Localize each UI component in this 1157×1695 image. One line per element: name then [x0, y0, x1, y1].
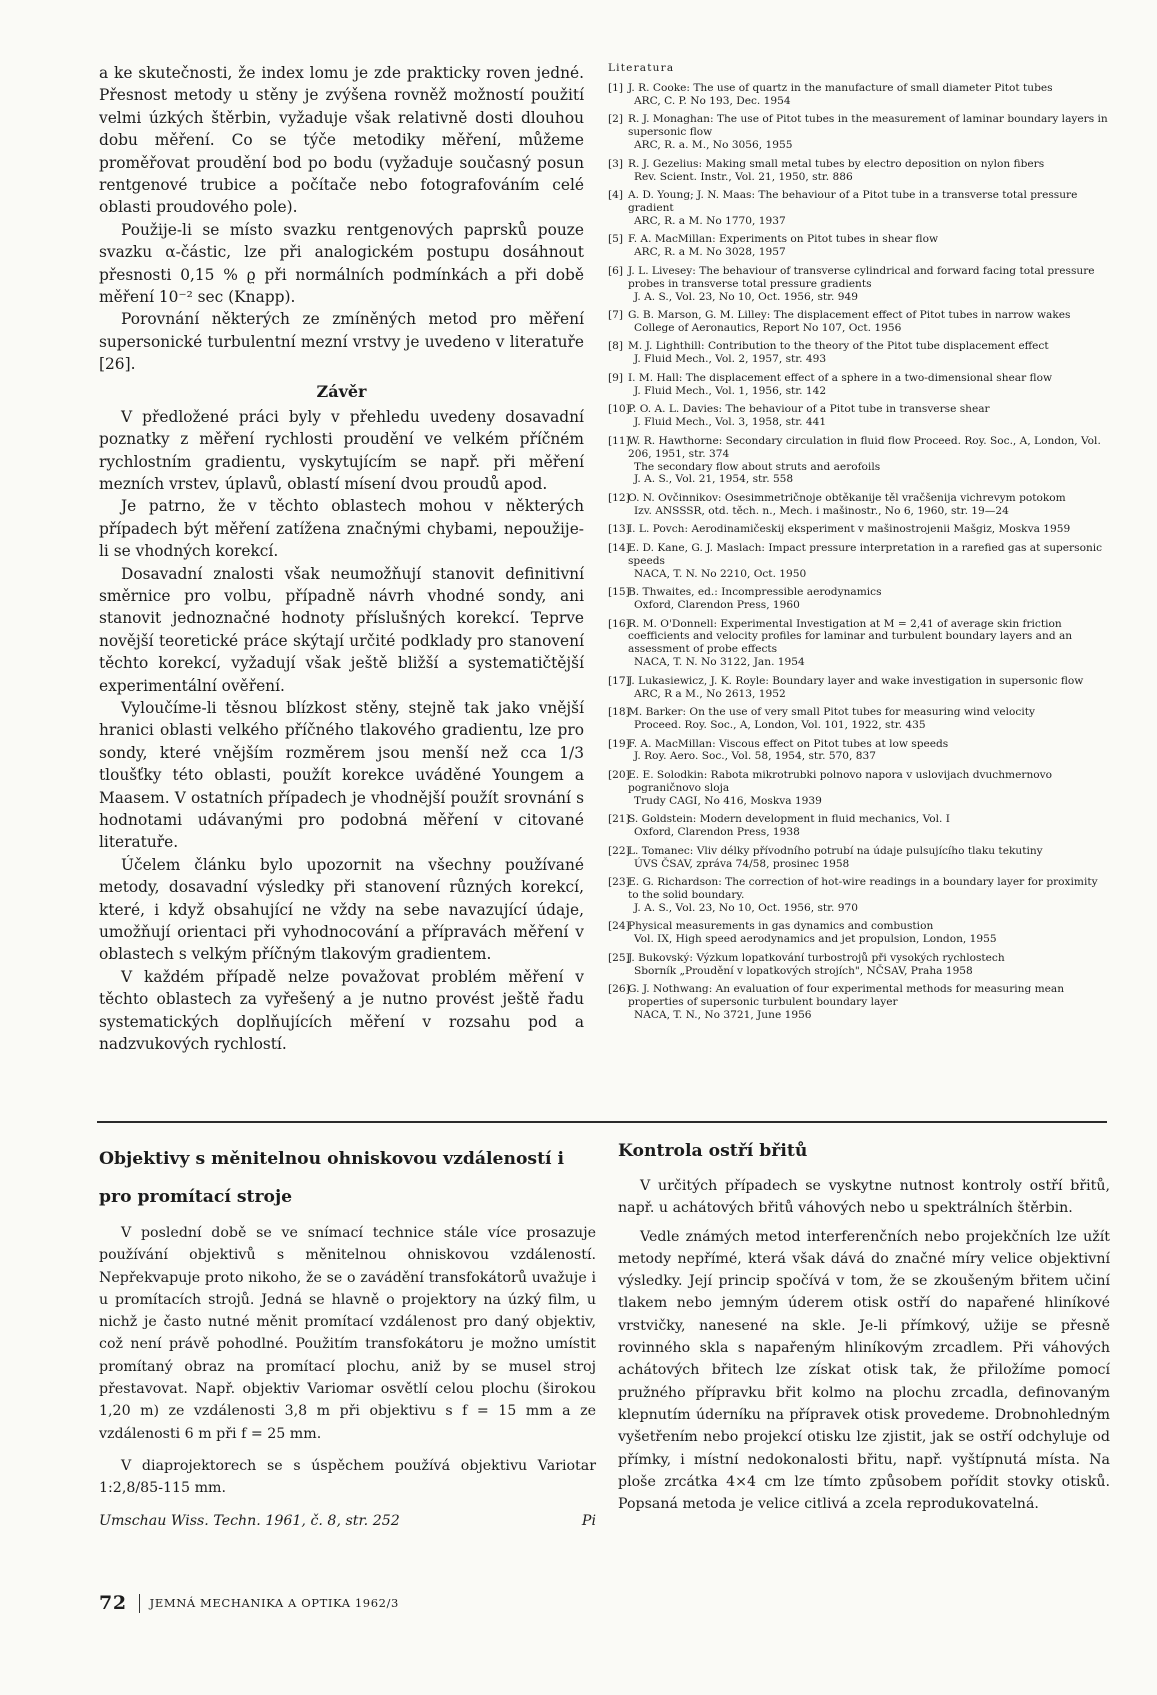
reference-item — [608, 158, 1108, 184]
reference-line: Oxford, Clarendon Press, 1960 — [634, 599, 800, 612]
article-zoom-lenses — [99, 1140, 596, 1532]
reference-line: Sborník „Proudění v lopatkových strojích", NČSAV, Praha 1958 — [634, 964, 973, 977]
reference-line: M. Barker: On the use of very small Pitot tubes for measuring wind velocity — [628, 706, 1035, 719]
reference-line: NACA, T. N., No 3721, June 1956 — [634, 1009, 812, 1022]
reference-text — [628, 952, 1108, 978]
reference-line: J. Fluid Mech., Vol. 1, 1956, str. 142 — [634, 384, 827, 397]
reference-text — [628, 372, 1108, 398]
paragraph: Je patrno, že v těchto oblastech mohou v některých případech být měření zatížena značnými chybami, nepoužije-li se vhodných korekcí. — [99, 497, 584, 561]
reference-item — [608, 738, 1108, 764]
reference-line: ARC, R. a M. No 3028, 1957 — [634, 246, 786, 259]
reference-text — [628, 523, 1108, 536]
reference-item — [608, 309, 1108, 335]
reference-text — [628, 983, 1108, 1022]
reference-line: J. A. S., Vol. 23, No 10, Oct. 1956, str. 970 — [634, 901, 859, 914]
reference-line: ÚVS ČSAV, zpráva 74/58, prosinec 1958 — [634, 857, 850, 870]
reference-item — [608, 586, 1108, 612]
reference-item — [608, 952, 1108, 978]
reference-line: S. Goldstein: Modern development in fluid mechanics, Vol. I — [628, 813, 950, 826]
reference-line: G. J. Nothwang: An evaluation of four experimental methods for measuring mean properties of supersonic turbulent boundary layer — [628, 983, 1065, 1009]
reference-number: [14] — [608, 541, 630, 554]
reference-line: J. Lukasiewicz, J. K. Royle: Boundary layer and wake investigation in supersonic flow — [628, 674, 1084, 687]
paragraph: a ke skutečnosti, že index lomu je zde prakticky roven jedné. Přesnost metody u stěny je zvýšena rovněž možností použití velmi úzkých štěrbin, vyžaduje však relativně dosti dlouhou dobu měření. Co se týče metodiky měření, můžeme proměřovat proudění bod po bodu (vyžaduje současný posun rentgenové trubice a počítače nebo fotografováním celé oblasti proudového pole). — [99, 64, 584, 217]
reference-item — [608, 523, 1108, 536]
reference-number: [18] — [608, 706, 630, 719]
reference-number: [23] — [608, 876, 630, 889]
reference-line: P. O. A. L. Davies: The behaviour of a Pitot tube in transverse shear — [628, 403, 990, 416]
source-citation: Umschau Wiss. Techn. 1961, č. 8, str. 252 — [99, 1512, 400, 1529]
reference-number: [21] — [608, 813, 630, 826]
reference-text — [628, 113, 1108, 152]
reference-line: Vol. IX, High speed aerodynamics and jet propulsion, London, 1955 — [634, 933, 997, 946]
reference-line: J. Bukovský: Výzkum lopatkování turbostrojů při vysokých rychlostech — [628, 951, 1005, 964]
reference-line: J. Roy. Aero. Soc., Vol. 58, 1954, str. 570, 837 — [634, 750, 876, 763]
reference-item — [608, 435, 1108, 487]
literature-column — [608, 62, 1108, 1028]
reference-number: [8] — [608, 340, 624, 353]
paragraph: V poslední době se ve snímací technice stále více prosazuje používání objektivů s měnitelnou ohniskovou vzdáleností. Nepřekvapuje proto nikoho, že se o zavádění transfokátorů uvažuje i u promítacích strojů. Jedná se hlavně o projektory na úzký film, u nichž je často nutné měnit promítací vzdálenost pro daný objektiv, což není právě pohodlné. Použitím transfokátoru je možno umístit promítaný obraz na promítací plochu, aniž by se musel stroj přestavovat. Např. objektiv Variomar osvětlí celou plochu (širokou 1,20 m) ze vzdálenosti 3,8 m při objektivu s f = 15 mm a ze vzdálenosti 6 m při f = 25 mm. — [99, 1225, 596, 1442]
paragraph: V každém případě nelze považovat problém měření v těchto oblastech za vyřešený a je nutno provést ještě řadu systematických doplňujících měření v rozsahu pod a nadzvukových rychlostí. — [99, 967, 584, 1054]
reference-line: R. J. Gezelius: Making small metal tubes by electro deposition on nylon fibers — [628, 157, 1045, 170]
reference-item — [608, 340, 1108, 366]
reference-item — [608, 265, 1108, 304]
reference-item — [608, 769, 1108, 808]
reference-list — [608, 82, 1108, 1022]
reference-line: R. J. Monaghan: The use of Pitot tubes in the measurement of laminar boundary layers in supersonic flow — [628, 113, 1108, 139]
reference-line: Proceed. Roy. Soc., A, London, Vol. 101, 1922, str. 435 — [634, 719, 926, 732]
reference-line: The secondary flow about struts and aerofoils — [634, 460, 881, 473]
reference-item — [608, 492, 1108, 518]
section-divider — [97, 1121, 1107, 1123]
paragraph: Použije-li se místo svazku rentgenových paprsků pouze svazku α-částic, lze při analogickém postupu dosáhnout přesnosti 0,15 % ϱ při normálních podmínkách a při době měření 10⁻² sec (Knapp). — [99, 220, 584, 307]
literature-heading: Literatura — [608, 62, 675, 74]
reference-line: NACA, T. N. No 2210, Oct. 1950 — [634, 567, 807, 580]
reference-item — [608, 113, 1108, 152]
reference-item — [608, 542, 1108, 581]
reference-number: [10] — [608, 403, 630, 416]
article-source — [99, 1510, 596, 1532]
conclusion-heading: Závěr — [316, 381, 367, 401]
article-title: Objektivy s měnitelnou ohniskovou vzdáleností i pro promítací stroje — [99, 1149, 565, 1207]
page-footer — [99, 1592, 399, 1614]
upper-left-column — [99, 62, 584, 1055]
article-blade-control — [618, 1137, 1110, 1521]
reference-text — [628, 876, 1108, 915]
reference-line: College of Aeronautics, Report No 107, Oct. 1956 — [634, 321, 902, 334]
reference-text — [628, 309, 1108, 335]
reference-item — [608, 845, 1108, 871]
reference-line: F. A. MacMillan: Experiments on Pitot tubes in shear flow — [628, 233, 939, 246]
reference-line: Trudy CAGI, No 416, Moskva 1939 — [634, 794, 822, 807]
reference-line: E. D. Kane, G. J. Maslach: Impact pressure interpretation in a rarefied gas at supersonic speeds — [628, 541, 1103, 567]
reference-text — [628, 158, 1108, 184]
paragraph: V diaprojektorech se s úspěchem používá objektivu Variotar 1:2,8/85-115 mm. — [99, 1457, 596, 1497]
reference-line: J. Fluid Mech., Vol. 3, 1958, str. 441 — [634, 416, 827, 429]
paragraph: Účelem článku bylo upozornit na všechny používané metody, dosavadní výsledky při stanovení různých korekcí, které, i když obsahující ne vždy na sebe navazující údaje, umožňují orientaci při vyhodnocování a přípravách měření v oblastech s velkým příčným tlakovým gradientem. — [99, 855, 584, 964]
reference-line: J. R. Cooke: The use of quartz in the manufacture of small diameter Pitot tubes — [628, 81, 1053, 94]
reference-item — [608, 82, 1108, 108]
reference-line: Rev. Scient. Instr., Vol. 21, 1950, str. 886 — [634, 170, 853, 183]
reference-line: B. Thwaites, ed.: Incompressible aerodynamics — [628, 586, 882, 599]
reference-number: [1] — [608, 81, 624, 94]
reference-line: W. R. Hawthorne: Secondary circulation in fluid flow Proceed. Roy. Soc., A, London, Vol. 206, 1951, str. 374 — [628, 434, 1101, 460]
reference-line: I. L. Povch: Aerodinamičeskij eksperiment v mašinostrojenii Mašgiz, Moskva 1959 — [628, 523, 1071, 536]
paragraph: Vyloučíme-li těsnou blízkost stěny, stejně tak jako vnější hranici oblasti velkého příčného tlakového gradientu, lze pro sondy, které vnějším rozměrem jsou menší než cca 1/3 tloušťky této oblasti, použít korekce uváděné Youngem a Maasem. V ostatních případech je vhodnější použít srovnání s hodnotami udávanými pro podobná měření v citované literatuře. — [99, 698, 584, 852]
reference-text — [628, 845, 1108, 871]
reference-item — [608, 675, 1108, 701]
reference-line: NACA, T. N. No 3122, Jan. 1954 — [634, 656, 805, 669]
reference-text — [628, 189, 1108, 228]
reference-text — [628, 618, 1108, 670]
reference-line: G. B. Marson, G. M. Lilley: The displacement effect of Pitot tubes in narrow wakes — [628, 309, 1071, 322]
reference-number: [25] — [608, 951, 630, 964]
reference-line: ARC, R. a M. No 1770, 1937 — [634, 214, 786, 227]
reference-line: Physical measurements in gas dynamics and combustion — [628, 920, 934, 933]
reference-line: R. M. O'Donnell: Experimental Investigation at M = 2,41 of average skin friction coefficients and velocity profiles for laminar and turbulent boundary layers and an assessment of probe effects — [628, 617, 1073, 656]
reference-line: J. Fluid Mech., Vol. 2, 1957, str. 493 — [634, 353, 827, 366]
paragraph: Vedle známých metod interferenčních nebo projekčních lze užít metody nepřímé, která však dává do značné míry velice objektivní výsledky. Její princip spočívá v tom, že se zkoušeným břitem učiní tlakem nebo jemným úderem otisk ostří do napařené hliníkové vrstvičky, nanesené na skle. Je-li přímkový, užije se přesně rovinného skla s napařeným hliníkovým zrcadlem. Při váhových achátových břitech lze získat otisk tak, že přiložíme pomocí pružného přípravku břit kolmo na plochu zrcadla, definovaným klepnutím úderníku na přípravek otisk provedeme. Drobnohledným vyšetřením nebo projekcí otisku lze zjistit, jak se ostří odchyluje od přímky, i místní nedokonalosti břitu, např. vyštípnutá místa. Na ploše zrcátka 4×4 cm lze tímto způsobem pořídit stovky otisků. Popsaná metoda je velice citlivá a zcela reprodukovatelná. — [618, 1228, 1110, 1513]
reference-number: [7] — [608, 309, 624, 322]
reference-number: [15] — [608, 586, 630, 599]
reference-text — [628, 769, 1108, 808]
reference-number: [26] — [608, 983, 630, 996]
author-initials: Pi — [581, 1512, 596, 1529]
reference-text — [628, 403, 1108, 429]
reference-text — [628, 586, 1108, 612]
reference-text — [628, 738, 1108, 764]
reference-line: ARC, R a M., No 2613, 1952 — [634, 687, 786, 700]
reference-line: O. N. Ovčinnikov: Osesimmetričnoje obtěkanije těl vračšenija vichrevym potokom — [628, 491, 1066, 504]
reference-number: [2] — [608, 113, 624, 126]
reference-number: [13] — [608, 523, 630, 536]
reference-line: M. J. Lighthill: Contribution to the theory of the Pitot tube displacement effect — [628, 340, 1049, 353]
reference-text — [628, 82, 1108, 108]
reference-line: F. A. MacMillan: Viscous effect on Pitot tubes at low speeds — [628, 737, 949, 750]
reference-item — [608, 233, 1108, 259]
reference-number: [22] — [608, 844, 630, 857]
reference-item — [608, 920, 1108, 946]
reference-number: [20] — [608, 768, 630, 781]
reference-number: [3] — [608, 157, 624, 170]
reference-number: [5] — [608, 233, 624, 246]
reference-number: [11] — [608, 434, 630, 447]
reference-text — [628, 542, 1108, 581]
reference-item — [608, 813, 1108, 839]
reference-number: [6] — [608, 264, 624, 277]
footer-divider — [139, 1594, 140, 1613]
reference-line: A. D. Young; J. N. Maas: The behaviour of a Pitot tube in a transverse total pressure gradient — [628, 189, 1078, 214]
reference-number: [9] — [608, 371, 624, 384]
reference-text — [628, 265, 1108, 304]
reference-item — [608, 372, 1108, 398]
reference-text — [628, 706, 1108, 732]
reference-line: J. A. S., Vol. 21, 1954, str. 558 — [634, 473, 794, 486]
reference-line: J. A. S., Vol. 23, No 10, Oct. 1956, str. 949 — [634, 290, 859, 303]
reference-line: I. M. Hall: The displacement effect of a sphere in a two-dimensional shear flow — [628, 371, 1053, 384]
reference-number: [24] — [608, 920, 630, 933]
reference-line: Izv. ANSSSR, otd. těch. n., Mech. i mašinostr., No 6, 1960, str. 19—24 — [634, 504, 1009, 517]
article-title: Kontrola ostří břitů — [618, 1141, 808, 1161]
journal-name: JEMNÁ MECHANIKA A OPTIKA 1962/3 — [149, 1596, 399, 1610]
paragraph: Dosavadní znalosti však neumožňují stanovit definitivní směrnice pro volbu, případně návrh vhodné sondy, ani stanovit jednoznačné hodnoty příslušných korekcí. Teprve novější teoretické práce skýtají určité podklady pro stanovení těchto korekcí, vyžadují však ještě bližší a systematičtější experimentální ověření. — [99, 564, 584, 695]
paragraph: V určitých případech se vyskytne nutnost kontroly ostří břitů, např. u achátových břitů váhových nebo u spektrálních štěrbin. — [618, 1178, 1110, 1217]
reference-line: Oxford, Clarendon Press, 1938 — [634, 826, 800, 839]
reference-number: [4] — [608, 189, 624, 202]
reference-number: [12] — [608, 491, 630, 504]
reference-text — [628, 492, 1108, 518]
reference-text — [628, 920, 1108, 946]
reference-item — [608, 618, 1108, 670]
reference-line: ARC, C. P. No 193, Dec. 1954 — [634, 94, 791, 107]
paragraph: V předložené práci byly v přehledu uvedeny dosavadní poznatky z měření rychlosti proudění ve velkém příčném rychlostním gradientu, vyskytujícím se např. při měření mezních vrstev, úplavů, oblastí mísení dvou proudů apod. — [99, 407, 584, 493]
reference-number: [19] — [608, 737, 630, 750]
reference-item — [608, 189, 1108, 228]
reference-item — [608, 706, 1108, 732]
paragraph: Porovnání některých ze zmíněných metod pro měření supersonické turbulentní mezní vrstvy je uvedeno v literatuře [26]. — [99, 310, 584, 374]
reference-text — [628, 435, 1108, 487]
reference-item — [608, 983, 1108, 1022]
reference-line: L. Tomanec: Vliv délky přívodního potrubí na údaje pulsujícího tlaku tekutiny — [628, 844, 1043, 857]
reference-line: ARC, R. a. M., No 3056, 1955 — [634, 139, 793, 152]
reference-line: E. G. Richardson: The correction of hot-wire readings in a boundary layer for proximity to the solid boundary. — [628, 876, 1098, 901]
reference-number: [17] — [608, 674, 630, 687]
reference-line: E. E. Solodkin: Rabota mikrotrubki polnovo napora v uslovijach dvuchmernovo pograničnovo sloja — [628, 768, 1053, 794]
reference-text — [628, 813, 1108, 839]
reference-text — [628, 675, 1108, 701]
reference-line: J. L. Livesey: The behaviour of transverse cylindrical and forward facing total pressure probes in transverse total pressure gradients — [628, 264, 1095, 290]
page-number: 72 — [99, 1592, 127, 1614]
reference-text — [628, 233, 1108, 259]
reference-item — [608, 403, 1108, 429]
reference-number: [16] — [608, 617, 630, 630]
reference-item — [608, 876, 1108, 915]
reference-text — [628, 340, 1108, 366]
